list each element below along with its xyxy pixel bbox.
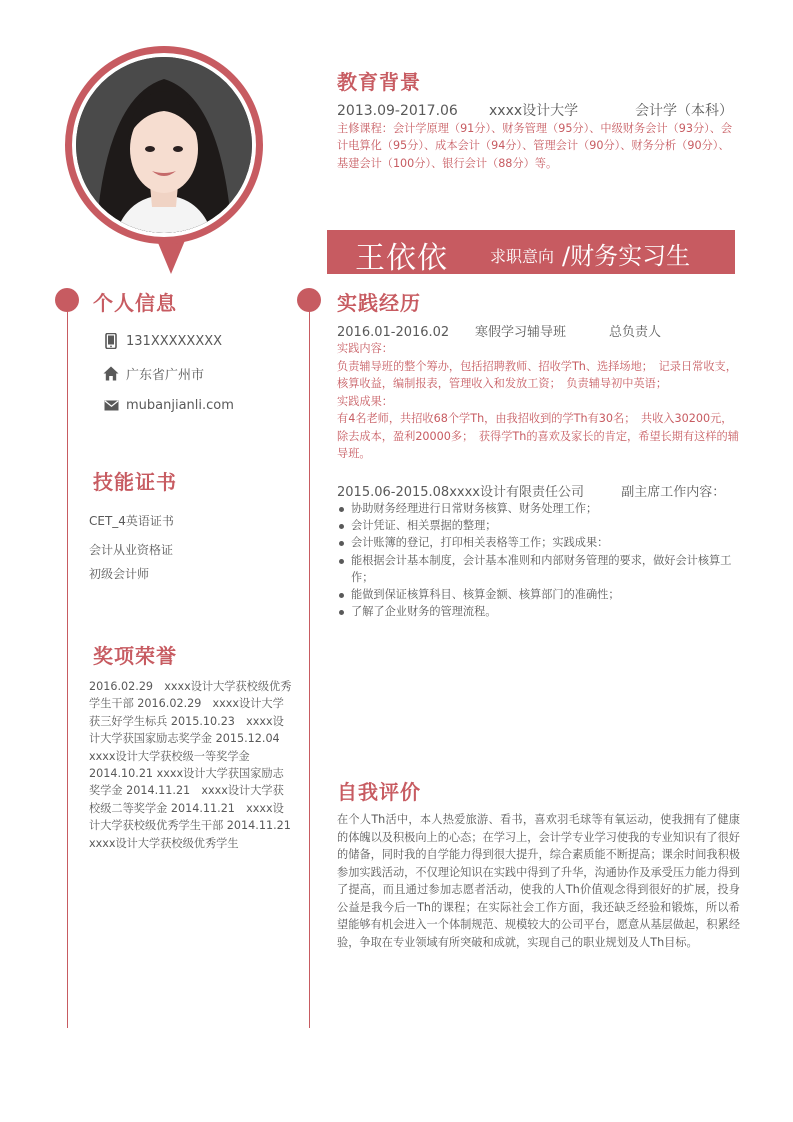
left-timeline-line — [67, 300, 68, 1028]
job2-bullets — [337, 500, 740, 620]
job-intent-value: /财务实习生 — [562, 242, 691, 270]
job1-line: 实践成果： — [337, 394, 393, 408]
job1-period: 2016.01-2016.02 — [337, 325, 450, 340]
education-title: 教育背景 — [337, 70, 421, 94]
address-value: 广东省广州市 — [126, 368, 205, 383]
awards-text: 2016.02.29 xxxx设计大学获校级优秀学生干部 2016.02.29 xxxx设计大学获三好学生标兵 2015.10.23 xxxx设计大学获国家励志奖学金 2015.12.04 xxxx设计大学获校级一等奖学金 2014.10.21 xxxx设计大学获国家励志奖学金 2014.11.21 xxxx设计大学获校级二等奖学金 2014.11.21 xxxx设计大学获校级优秀学生干部 2014.11.21 xxxx设计大学获校级优秀学生 — [89, 680, 303, 850]
address-row — [102, 364, 204, 383]
skill-item: CET_4英语证书 — [89, 514, 174, 528]
avatar — [76, 57, 252, 233]
job1-line: 有4名老师，共招收68个学Th，由我招收到的学Th有30名； 共收入30200元，除去成本，盈利20000多； 获得学Th的喜欢及家长的肯定，希望长期有这样的辅导班。 — [337, 412, 739, 460]
job1-line: 负责辅导班的整个筹办，包括招聘教师、招收学Th、选择场地； 记录日常收支，核算收益，编制报表，管理收入和发放工资； 负责辅导初中英语； — [337, 359, 737, 390]
job1-line: 实践内容： — [337, 342, 393, 355]
experience-title: 实践经历 — [337, 291, 421, 315]
job1-header — [337, 321, 661, 340]
list-item: 了解了企业财务的管理流程。 — [337, 603, 740, 620]
self-eval-title: 自我评价 — [337, 780, 421, 804]
job-intent-label: 求职意向 — [490, 247, 555, 266]
name-banner — [327, 230, 735, 274]
experience-dot — [297, 288, 321, 312]
job2-header — [337, 481, 725, 500]
website-row — [102, 396, 234, 414]
candidate-name: 王依依 — [355, 241, 448, 276]
job1-body — [337, 340, 740, 463]
education-courses: 主修课程：会计学原理（91分）、财务管理（95分）、中级财务会计（93分）、会计电算化（95分）、成本会计（94分）、管理会计（90分）、财务分析（90分）、基建会计（100分）、银行会计（88分）等。 — [337, 122, 733, 170]
phone-row — [102, 332, 222, 350]
job1-role: 总负责人 — [609, 325, 662, 340]
awards-title: 奖项荣誉 — [93, 644, 177, 668]
job2-role: 副主席工作内容： — [621, 485, 726, 500]
list-item: 会计凭证、相关票据的整理； — [337, 517, 740, 534]
education-period: 2013.09-2017.06 — [337, 103, 458, 119]
list-item: 会计账簿的登记，打印相关表格等工作；实践成果： — [337, 534, 740, 551]
job2-period: 2015.06-2015.08 — [337, 485, 450, 500]
education-header — [337, 100, 733, 120]
website-value: mubanjianli.com — [126, 397, 234, 413]
education-school: xxxx设计大学 — [489, 103, 579, 119]
list-item: 协助财务经理进行日常财务核算、财务处理工作； — [337, 500, 740, 517]
phone-icon — [102, 332, 120, 350]
job1-org: 寒假学习辅导班 — [475, 325, 567, 340]
education-major: 会计学（本科） — [635, 103, 733, 119]
mail-icon — [102, 396, 120, 414]
phone-value: 131XXXXXXXX — [126, 333, 223, 349]
personal-info-title: 个人信息 — [93, 291, 177, 315]
skill-item: 初级会计师 — [89, 567, 150, 581]
self-eval-text: 在个人Th活中，本人热爱旅游、看书，喜欢羽毛球等有氧运动，使我拥有了健康的体魄以及积极向上的心态；在学习上，会计学专业学习使我的专业知识有了很好的储备，同时我的自学能力得到很大提升，综合素质能不断提高；课余时间我积极参加实践活动，不仅理论知识在实践中得到了升华，沟通协作及承受压力能力得到了提高，而且通过参加志愿者活动，使我的人Th价值观念得到很好的扩展，投身公益是我今后一Th的课程；在实际社会工作方面，我还缺乏经验和锻炼，所以希望能够有机会进入一个体制规范、规模较大的公司平台，愿意从基层做起，积累经验，争取在专业领域有所突破和成就，实现自己的职业规划及人Th目标。 — [337, 813, 740, 949]
list-item: 能根据会计基本制度，会计基本准则和内部财务管理的要求，做好会计核算工作； — [337, 552, 740, 586]
right-timeline-line — [309, 300, 310, 1028]
job2-org: xxxx设计有限责任公司 — [449, 485, 584, 500]
skills-title: 技能证书 — [93, 470, 177, 494]
home-icon — [102, 365, 120, 383]
personal-info-dot — [55, 288, 79, 312]
avatar-illustration — [76, 57, 252, 233]
skill-item: 会计从业资格证 — [89, 543, 174, 557]
list-item: 能做到保证核算科目、核算金额、核算部门的准确性； — [337, 586, 740, 603]
